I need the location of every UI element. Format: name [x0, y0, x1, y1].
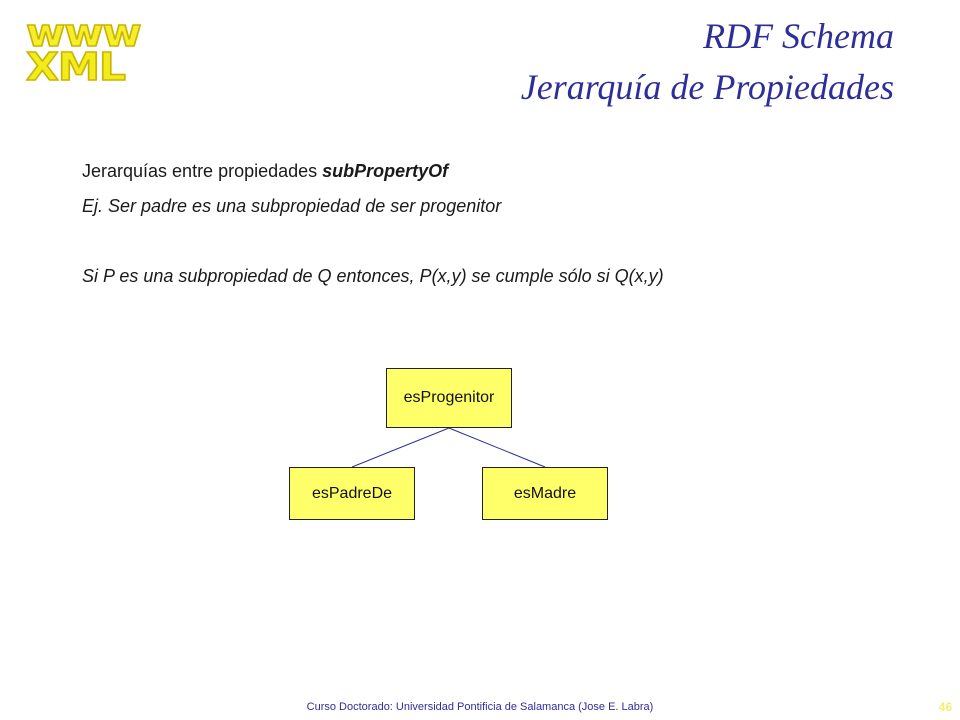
bullet-text: Jerarquías entre propiedades [82, 161, 323, 181]
www-xml-logo [26, 11, 141, 89]
slide-footer: Curso Doctorado: Universidad Pontificia de Salamanca (Jose E. Labra) [306, 701, 654, 713]
edge-to-esmadre [449, 428, 545, 467]
edge-to-espadrede [352, 428, 449, 467]
logo-xml-text: XML [26, 45, 125, 89]
node-esprogenitor: esProgenitor [386, 368, 512, 428]
bullet-subpropertyof [82, 161, 448, 182]
example-line: Ej. Ser padre es una subpropiedad de ser progenitor [82, 196, 502, 216]
subpropertyof-keyword: subPropertyOf [322, 161, 449, 181]
page-number: 46 [938, 700, 952, 714]
slide-subtitle: Jerarquía de Propiedades [520, 67, 894, 107]
slide-title: RDF Schema [703, 16, 894, 56]
node-espadrede: esPadreDe [289, 467, 415, 520]
node-esmadre: esMadre [482, 467, 608, 520]
definition-line: Si P es una subpropiedad de Q entonces, P(x,y) se cumple sólo si Q(x,y) [82, 266, 664, 286]
logo-www-text: www [26, 11, 141, 55]
